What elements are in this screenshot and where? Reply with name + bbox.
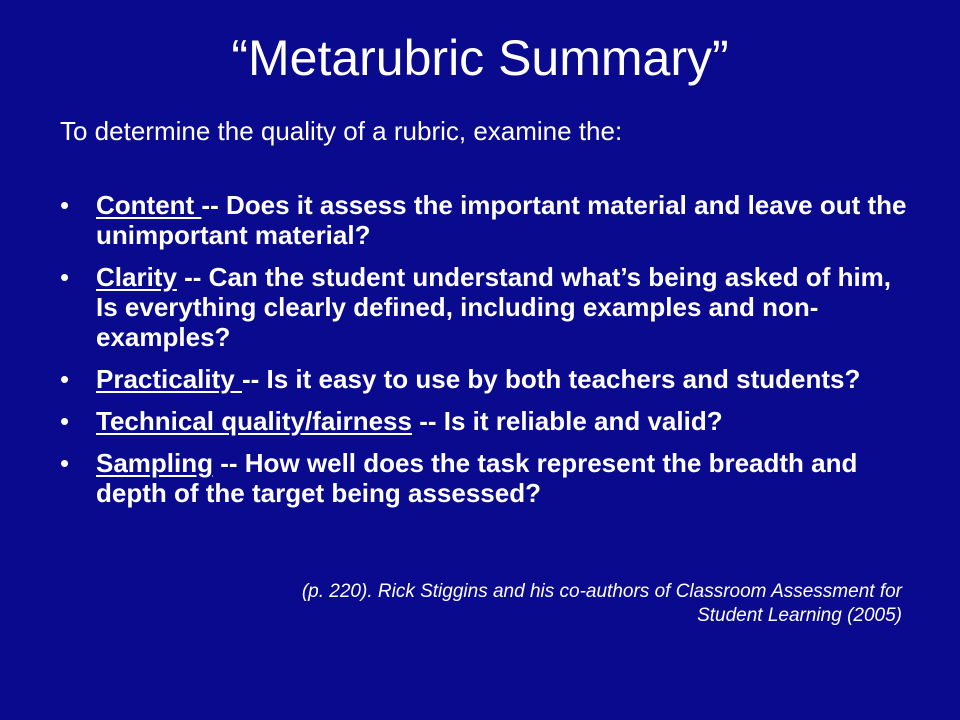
citation — [102, 580, 902, 628]
bullet-icon: • — [60, 364, 70, 394]
bullet-text: -- How well does the task represent the breadth and depth of the target being assessed? — [96, 448, 858, 508]
intro-text: To determine the quality of a rubric, examine the: — [60, 116, 623, 146]
citation-line-2: Student Learning (2005) — [697, 605, 902, 626]
bullet-icon: • — [60, 406, 70, 436]
bullet-list — [60, 190, 910, 520]
bullet-text: -- Does it assess the important material and leave out the unimportant material? — [96, 190, 907, 250]
bullet-icon: • — [60, 448, 70, 478]
bullet-clarity — [60, 262, 910, 352]
bullet-term: Practicality — [96, 364, 242, 394]
bullet-term: Technical quality/fairness — [96, 406, 412, 436]
slide-title: “Metarubric Summary” — [231, 30, 729, 86]
bullet-term: Sampling — [96, 448, 214, 478]
bullet-term: Clarity — [96, 262, 177, 292]
citation-line-1: (p. 220). Rick Stiggins and his co-authors of Classroom Assessment for — [301, 581, 902, 602]
bullet-icon: • — [60, 190, 70, 220]
bullet-text: -- Can the student understand what’s being asked of him, Is everything clearly defined, including examples and non-examples? — [96, 262, 892, 352]
bullet-text: -- Is it easy to use by both teachers and students? — [241, 364, 861, 394]
bullet-text: -- Is it reliable and valid? — [411, 406, 723, 436]
bullet-sampling — [60, 448, 910, 508]
bullet-practicality — [60, 364, 910, 394]
bullet-term: Content — [96, 190, 202, 220]
bullet-technical-quality — [60, 406, 910, 436]
bullet-icon: • — [60, 262, 70, 292]
bullet-content — [60, 190, 910, 250]
